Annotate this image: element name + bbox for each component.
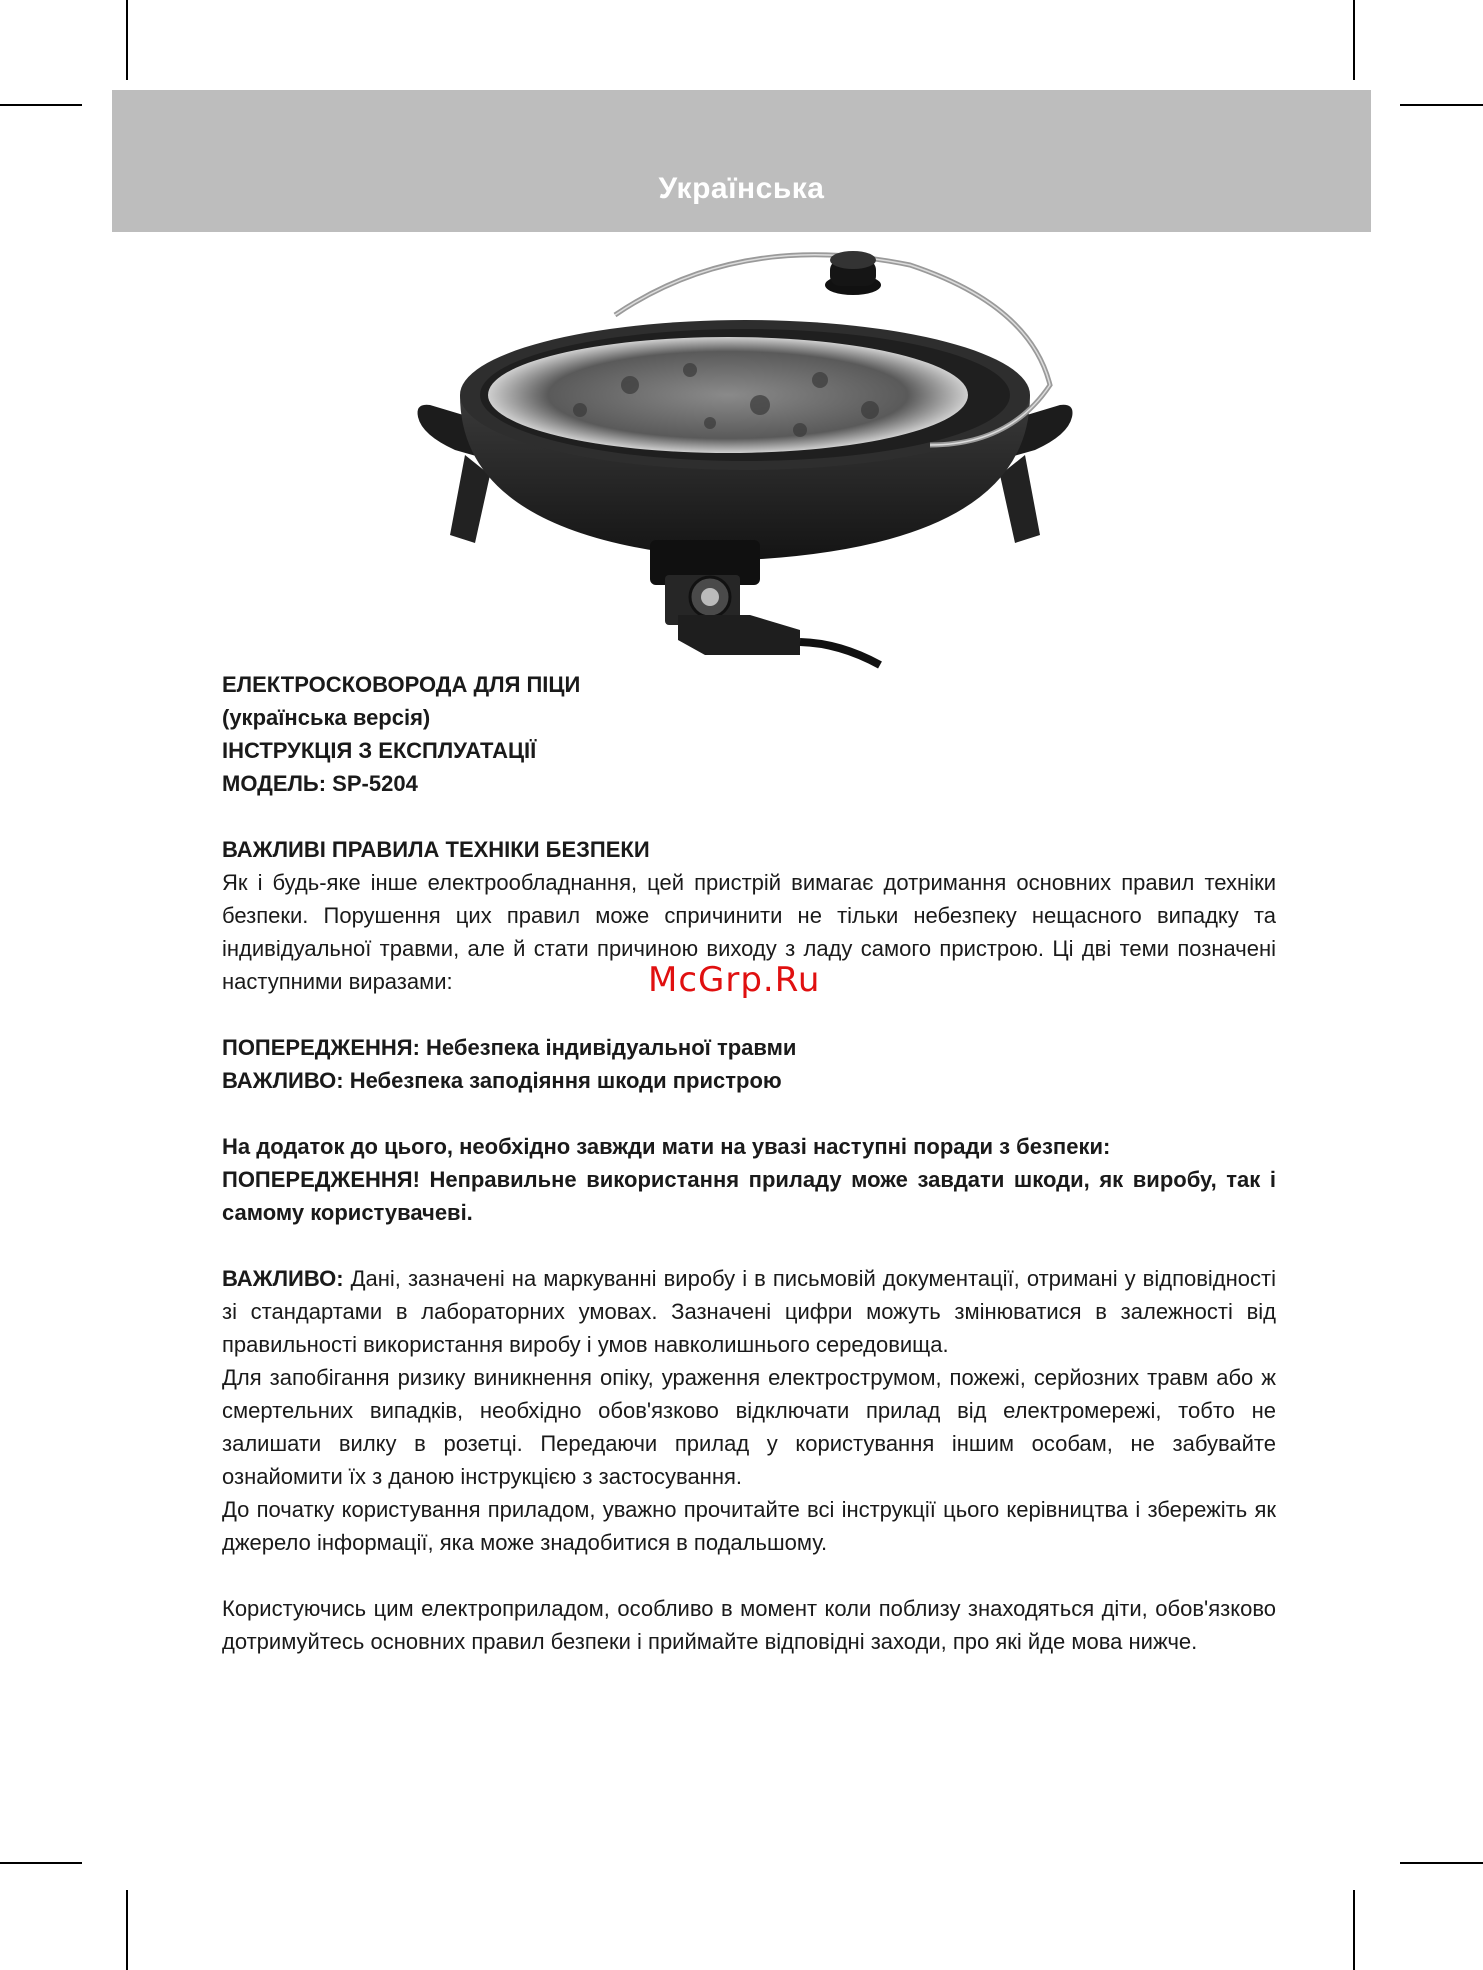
important-block xyxy=(222,1262,1276,1559)
closing-paragraph: Користуючись цим електроприладом, особливо в момент коли поблизу знаходяться діти, обов'язково дотримуйтесь основних правил безпеки і приймайте відповідні заходи, про які йде мова нижче. xyxy=(222,1596,1276,1654)
language-header xyxy=(112,90,1371,232)
manual-title: ІНСТРУКЦІЯ З ЕКСПЛУАТАЦІЇ xyxy=(222,738,537,763)
crop-mark xyxy=(126,0,128,80)
pizza-pan-icon xyxy=(410,245,1110,670)
warnings-block xyxy=(222,1031,1276,1097)
read-instructions-paragraph: До початку користування приладом, уважно прочитайте всі інструкції цього керівництва і збережіть як джерело інформації, яка може знадобитися в подальшому. xyxy=(222,1497,1276,1555)
header-title: Українська xyxy=(658,172,825,205)
tips-warning: ПОПЕРЕДЖЕННЯ! Неправильне використання приладу може завдати шкоди, як виробу, так і самому користувачеві. xyxy=(222,1167,1276,1225)
crop-mark xyxy=(0,104,82,106)
crop-mark xyxy=(0,1862,82,1864)
crop-mark xyxy=(1400,1862,1483,1864)
safety-heading: ВАЖЛИВІ ПРАВИЛА ТЕХНІКИ БЕЗПЕКИ xyxy=(222,837,650,862)
burn-risk-paragraph: Для запобігання ризику виникнення опіку, ураження електрострумом, пожежі, серйозних травм або ж смертельних випадків, необхідно обов'язково відключати прилад від електромережі, тобто не залишати вилку в розетці. Передаючи прилад у користування іншим особам, не забувайте ознайомити їх з даною інструкцією з застосування. xyxy=(222,1365,1276,1489)
important-label: ВАЖЛИВО: xyxy=(222,1266,344,1291)
title-block xyxy=(222,668,1276,800)
watermark-text: McGrp.Ru xyxy=(648,960,821,1000)
tips-intro: На додаток до цього, необхідно завжди мати на увазі наступні поради з безпеки: xyxy=(222,1134,1111,1159)
document-body xyxy=(222,668,1276,1691)
crop-mark xyxy=(1353,0,1355,80)
warning-damage: ВАЖЛИВО: Небезпека заподіяння шкоди пристрою xyxy=(222,1068,782,1093)
crop-mark xyxy=(1400,104,1483,106)
closing-block xyxy=(222,1592,1276,1658)
crop-mark xyxy=(1353,1890,1355,1970)
warning-injury: ПОПЕРЕДЖЕННЯ: Небезпека індивідуальної травми xyxy=(222,1035,797,1060)
product-title: ЕЛЕКТРОСКОВОРОДА ДЛЯ ПІЦИ xyxy=(222,672,581,697)
safety-intro: Як і будь-яке інше електрообладнання, цей пристрій вимагає дотримання основних правил техніки безпеки. Порушення цих правил може спричинити не тільки небезпеку нещасного випадку та індивідуальної травми, але й стати причиною виходу з ладу самого пристрою. Ці дві теми позначені наступними виразами: xyxy=(222,870,1276,994)
crop-mark xyxy=(126,1890,128,1970)
tips-block xyxy=(222,1130,1276,1229)
important-paragraph xyxy=(222,1262,1276,1361)
version-label: (українська версія) xyxy=(222,705,431,730)
important-text: Дані, зазначені на маркуванні виробу і в письмовій документації, отримані у відповідності зі стандартами в лабораторних умовах. Зазначені цифри можуть змінюватися в залежності від правильності використання виробу і умов навколишнього середовища. xyxy=(222,1266,1276,1357)
model-label: МОДЕЛЬ: SP-5204 xyxy=(222,771,418,796)
